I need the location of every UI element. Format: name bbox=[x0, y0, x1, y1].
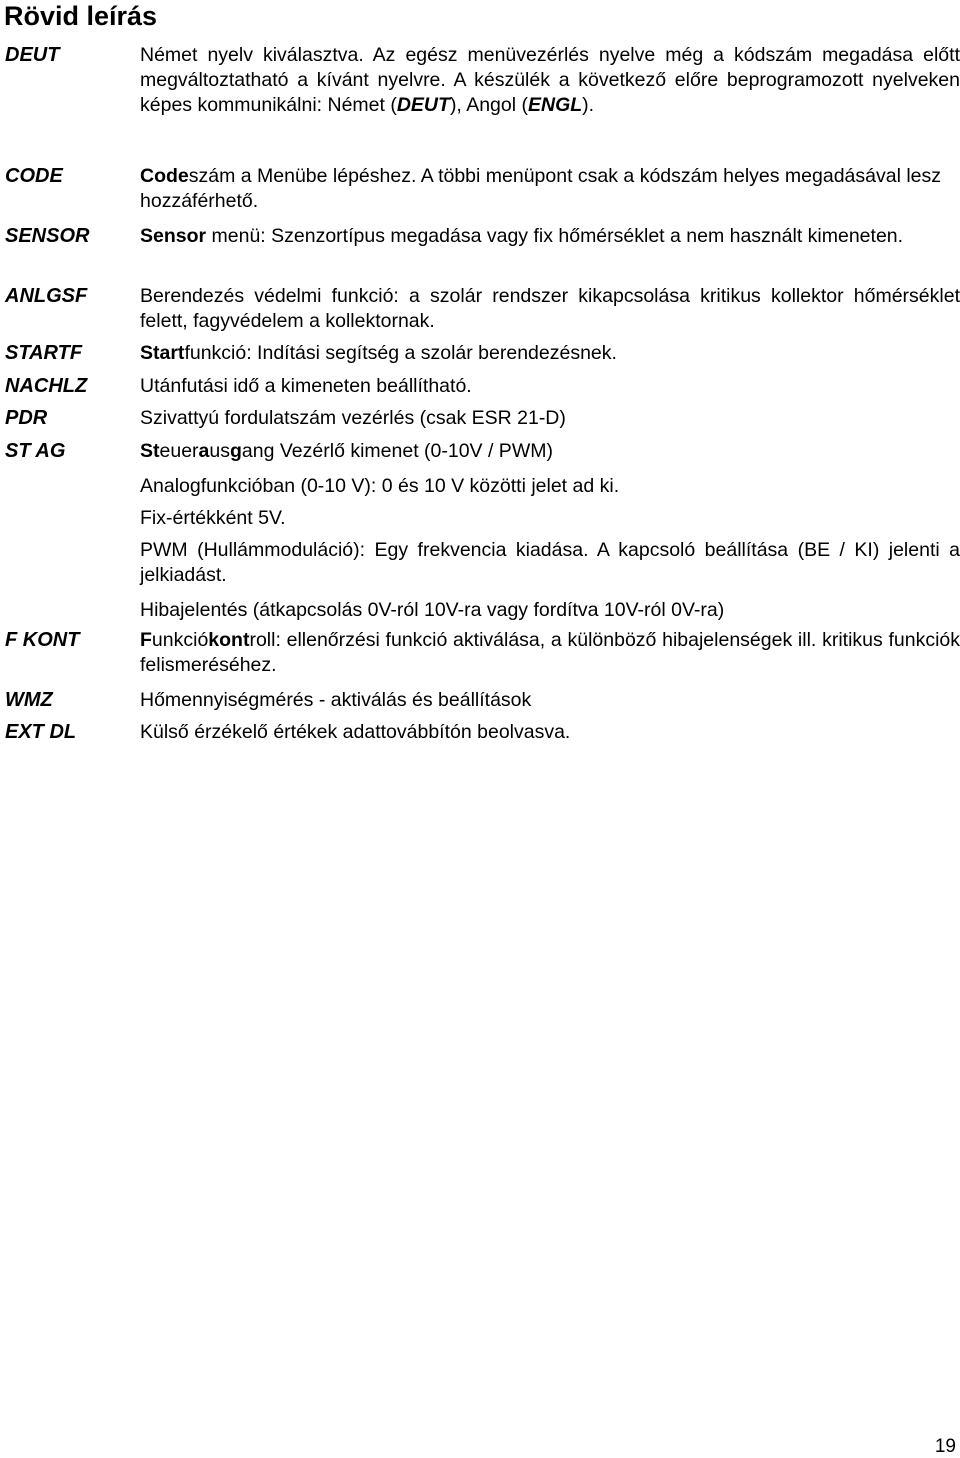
page-number: 19 bbox=[934, 1436, 956, 1457]
description-segment: ), Angol ( bbox=[449, 94, 528, 116]
description-segment: g bbox=[230, 440, 242, 462]
description-segment: Német nyelv kiválasztva. Az egész menüvezérlés nyelve még a kódszám megadása előtt megváltoztatható a kívánt nyelvre. A készülék a következő előre beprogramozott nyelveken képes kommunikálni: Német ( bbox=[140, 44, 960, 116]
entry-description bbox=[140, 43, 960, 118]
description-segment: funkció: Indítási segítség a szolár berendezésnek. bbox=[184, 342, 617, 364]
entry-description bbox=[140, 474, 960, 499]
description-segment: Start bbox=[140, 342, 185, 364]
description-segment: roll: ellenőrzési funkció aktiválása, a különböző hibajelenségek ill. kritikus funkciók felismeréséhez. bbox=[140, 629, 960, 676]
description-segment: euer bbox=[159, 440, 199, 462]
entry-term: WMZ bbox=[5, 689, 53, 711]
description-segment: Code bbox=[140, 165, 189, 187]
entry-description bbox=[140, 628, 960, 678]
description-segment: kont bbox=[208, 629, 250, 651]
entry-term: EXT DL bbox=[5, 721, 77, 743]
entry-term: DEUT bbox=[5, 44, 60, 66]
description-segment: ENGL bbox=[527, 94, 583, 116]
description-segment: Hibajelentés (átkapcsolás 0V-ról 10V-ra vagy fordítva 10V-ról 0V-ra) bbox=[140, 599, 725, 621]
entry-description bbox=[140, 720, 960, 745]
description-segment: Fix-értékként 5V. bbox=[140, 507, 286, 529]
entry-description bbox=[140, 688, 960, 713]
page-title: Rövid leírás bbox=[4, 1, 158, 31]
description-segment: Hőmennyiségmérés - aktiválás és beállítások bbox=[140, 689, 532, 711]
description-segment: F bbox=[140, 629, 152, 651]
entry-term: STARTF bbox=[5, 342, 83, 364]
entry-description bbox=[140, 284, 960, 334]
entry-description bbox=[140, 439, 960, 464]
description-segment: ). bbox=[582, 94, 595, 116]
description-segment: Sensor bbox=[140, 225, 207, 247]
entry-description bbox=[140, 506, 960, 531]
entry-term: F KONT bbox=[5, 629, 80, 651]
entry-description bbox=[140, 406, 960, 431]
description-segment: St bbox=[140, 440, 160, 462]
entry-description bbox=[140, 374, 960, 399]
entry-term: ST AG bbox=[5, 440, 66, 462]
entry-term: SENSOR bbox=[5, 225, 90, 247]
description-segment: DEUT bbox=[396, 94, 450, 116]
description-segment: Külső érzékelő értékek adattovábbítón beolvasva. bbox=[140, 721, 571, 743]
entry-term: NACHLZ bbox=[5, 375, 88, 397]
entry-description bbox=[140, 224, 960, 249]
entry-term: CODE bbox=[5, 165, 63, 187]
description-segment: ang Vezérlő kimenet (0-10V / PWM) bbox=[241, 440, 553, 462]
entry-description bbox=[140, 538, 960, 588]
description-segment: us bbox=[209, 440, 230, 462]
description-segment: PWM (Hullámmoduláció): Egy frekvencia kiadása. A kapcsoló beállítása (BE / KI) jelenti a jelkiadást. bbox=[140, 539, 960, 586]
description-segment: Utánfutási idő a kimeneten beállítható. bbox=[140, 375, 472, 397]
entry-term: PDR bbox=[5, 407, 48, 429]
entry-description bbox=[140, 164, 960, 214]
description-segment: Berendezés védelmi funkció: a szolár rendszer kikapcsolása kritikus kollektor hőmérséklet felett, fagyvédelem a kollektornak. bbox=[140, 285, 960, 332]
entry-term: ANLGSF bbox=[5, 285, 88, 307]
description-segment: a bbox=[198, 440, 210, 462]
entry-description bbox=[140, 341, 960, 366]
description-segment: Szivattyú fordulatszám vezérlés (csak ESR 21-D) bbox=[140, 407, 566, 429]
entry-description bbox=[140, 598, 960, 623]
description-segment: menü: Szenzortípus megadása vagy fix hőmérséklet a nem használt kimeneten. bbox=[206, 225, 904, 247]
description-segment: unkció bbox=[151, 629, 209, 651]
description-segment: Analogfunkcióban (0-10 V): 0 és 10 V közötti jelet ad ki. bbox=[140, 475, 620, 497]
description-segment: szám a Menübe lépéshez. A többi menüpont csak a kódszám helyes megadásával lesz hozzáférhető. bbox=[140, 165, 942, 212]
